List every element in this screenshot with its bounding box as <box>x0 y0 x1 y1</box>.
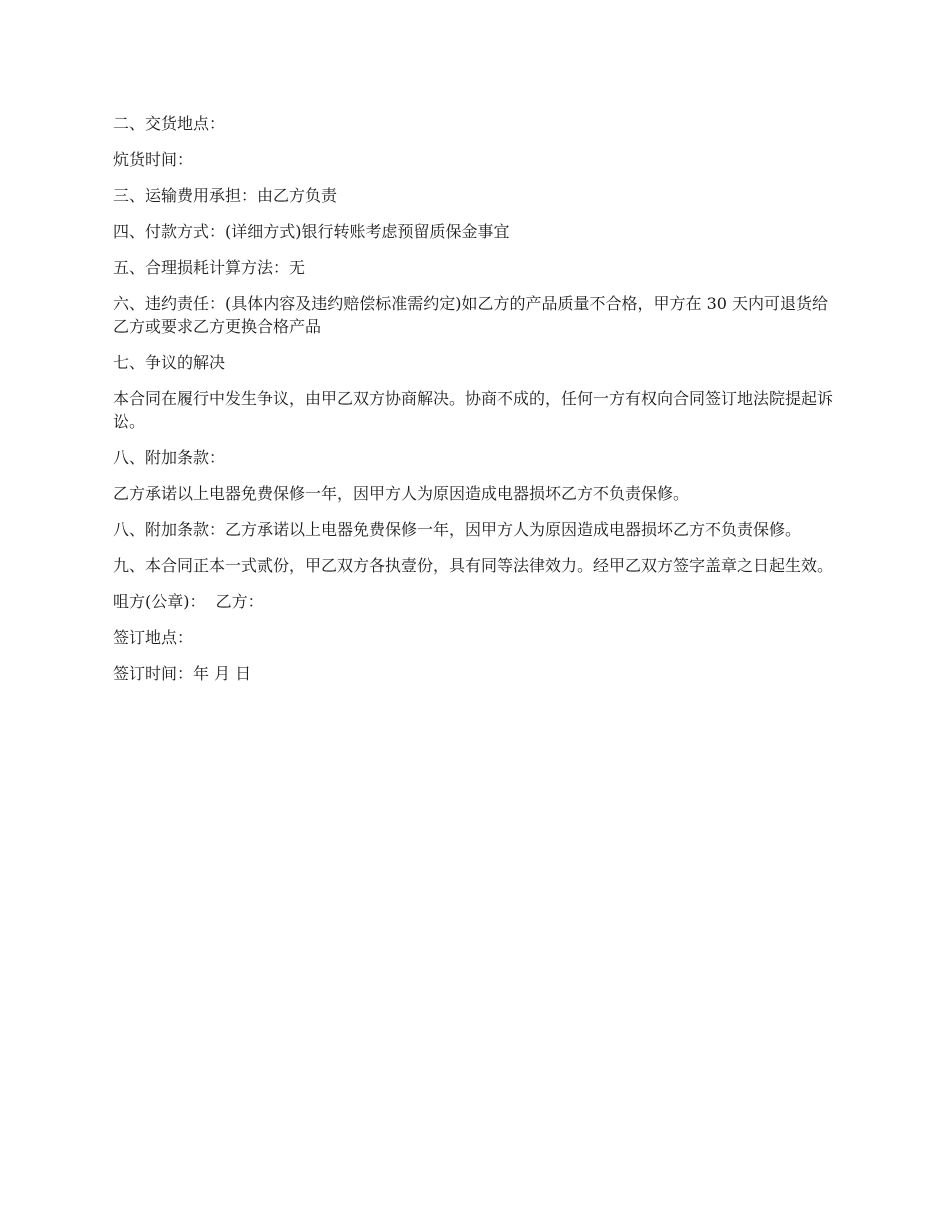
clause-transport-cost: 三、运输费用承担：由乙方负责 <box>113 186 338 205</box>
signing-date: 签订时间：年 月 日 <box>113 664 252 683</box>
clause-copies-validity: 九、本合同正本一式贰份，甲乙双方各执壹份，具有同等法律效力。经甲乙双方签字盖章之日起生效。 <box>113 556 834 575</box>
signature-parties: 咀方(公章)： 乙方： <box>113 592 264 611</box>
document-body <box>113 112 841 698</box>
signing-location: 签订地点： <box>113 628 194 647</box>
clause-loss-calculation: 五、合理损耗计算方法：无 <box>113 258 306 277</box>
clause-payment-method: 四、付款方式：(详细方式)银行转账考虑预留质保金事宜 <box>113 222 510 241</box>
clause-delivery-time: 炕货时间： <box>113 150 194 169</box>
clause-delivery-location: 二、交货地点： <box>113 114 226 133</box>
clause-dispute-heading: 七、争议的解决 <box>113 353 226 372</box>
clause-dispute-body: 本合同在履行中发生争议，由甲乙双方协商解决。协商不成的，任何一方有权向合同签订地法院提起诉讼。 <box>113 389 834 431</box>
clause-breach-liability: 六、违约责任：(具体内容及违约赔偿标准需约定)如乙方的产品质量不合格，甲方在 30 天内可退货给乙方或要求乙方更换合格产品 <box>113 294 829 336</box>
clause-additional-combined: 八、附加条款：乙方承诺以上电器免费保修一年，因甲方人为原因造成电器损坏乙方不负责保修。 <box>113 520 802 539</box>
clause-additional-body: 乙方承诺以上电器免费保修一年，因甲方人为原因造成电器损坏乙方不负责保修。 <box>113 484 690 503</box>
clause-additional-heading: 八、附加条款： <box>113 448 226 467</box>
